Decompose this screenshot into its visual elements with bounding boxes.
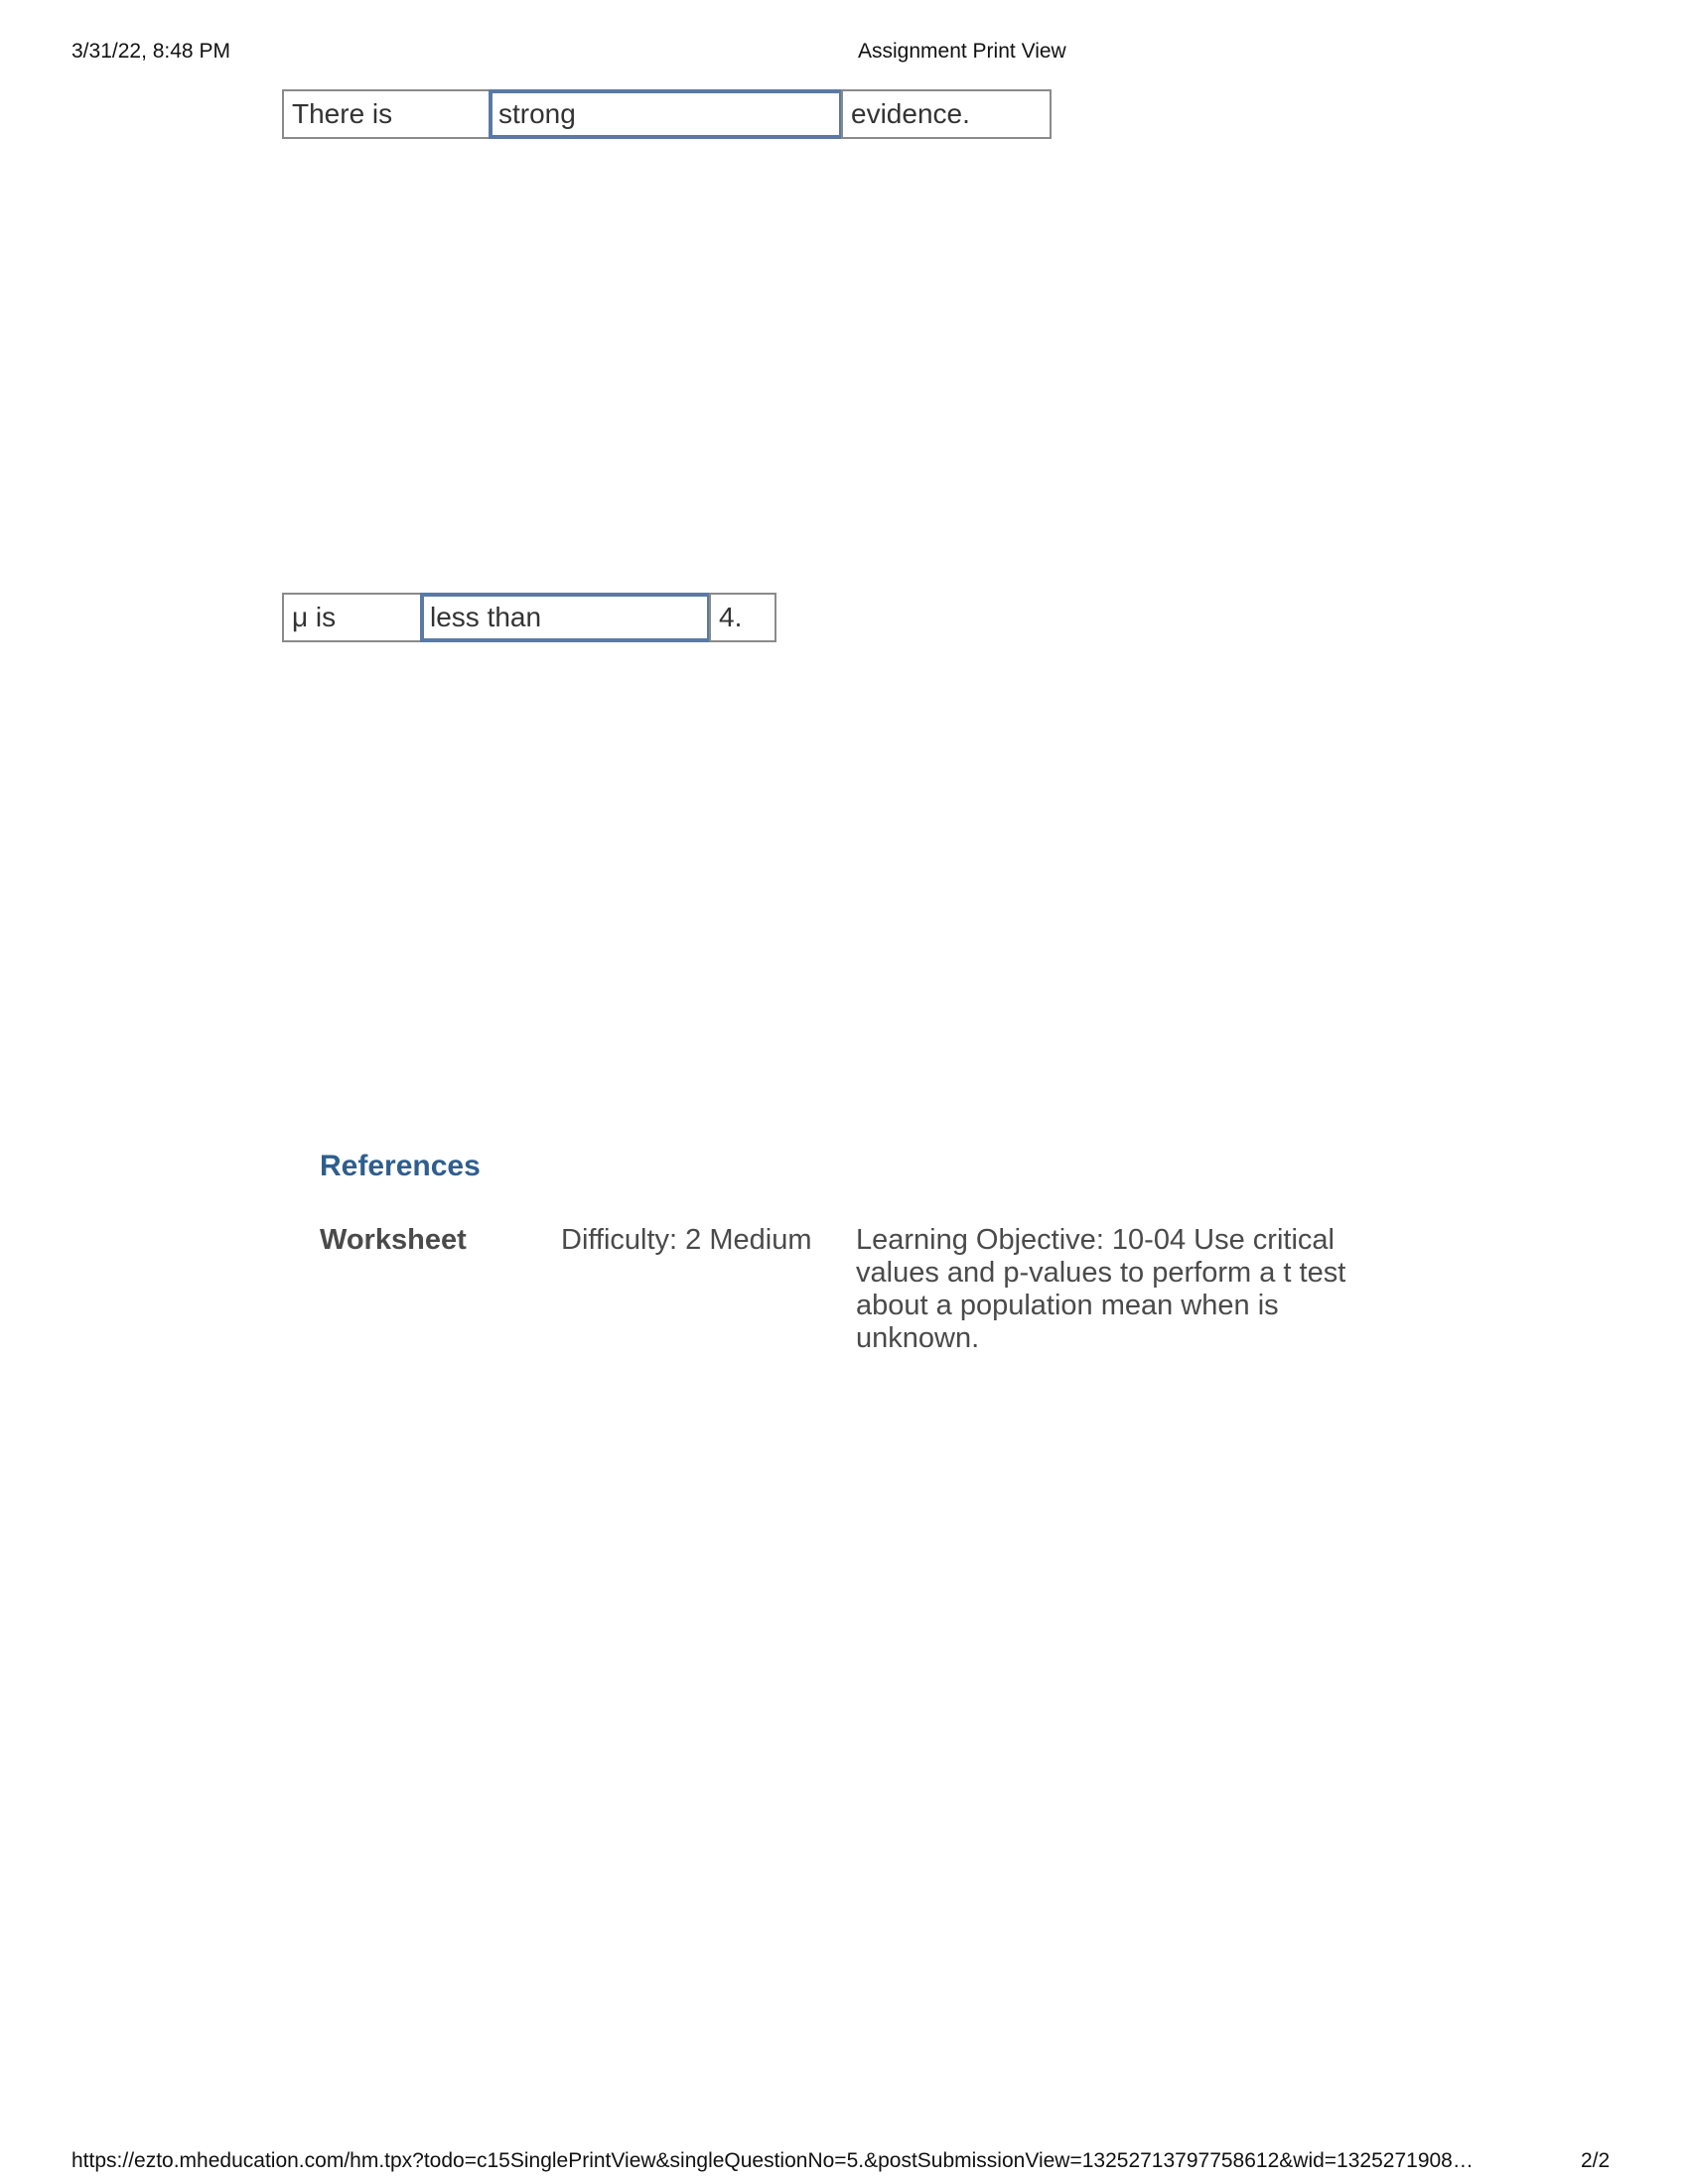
references-heading: References xyxy=(320,1150,481,1182)
statement-mean-suffix: 4. xyxy=(709,593,776,642)
evidence-strength-select[interactable]: strong xyxy=(489,89,843,139)
page-url: https://ezto.mheducation.com/hm.tpx?todo=c15SinglePrintView&singleQuestionNo=5.&postSubmissionView=13252713797758612&wid=1325271908… xyxy=(71,2149,1474,2172)
difficulty-label: Difficulty: 2 Medium xyxy=(561,1224,812,1256)
statement-mean xyxy=(282,593,776,642)
statement-mean-prefix: μ is xyxy=(282,593,422,642)
reference-type: Worksheet xyxy=(320,1224,467,1256)
print-datetime: 3/31/22, 8:48 PM xyxy=(71,40,230,63)
print-title: Assignment Print View xyxy=(858,40,1066,63)
statement-evidence-suffix: evidence. xyxy=(841,89,1052,139)
learning-objective: Learning Objective: 10-04 Use critical values and p-values to perform a t test about a population mean when is unknown. xyxy=(856,1224,1346,1354)
mean-comparison-select[interactable]: less than xyxy=(420,593,711,642)
statement-evidence xyxy=(282,89,1052,139)
statement-evidence-prefix: There is xyxy=(282,89,491,139)
page-number: 2/2 xyxy=(1581,2149,1611,2172)
